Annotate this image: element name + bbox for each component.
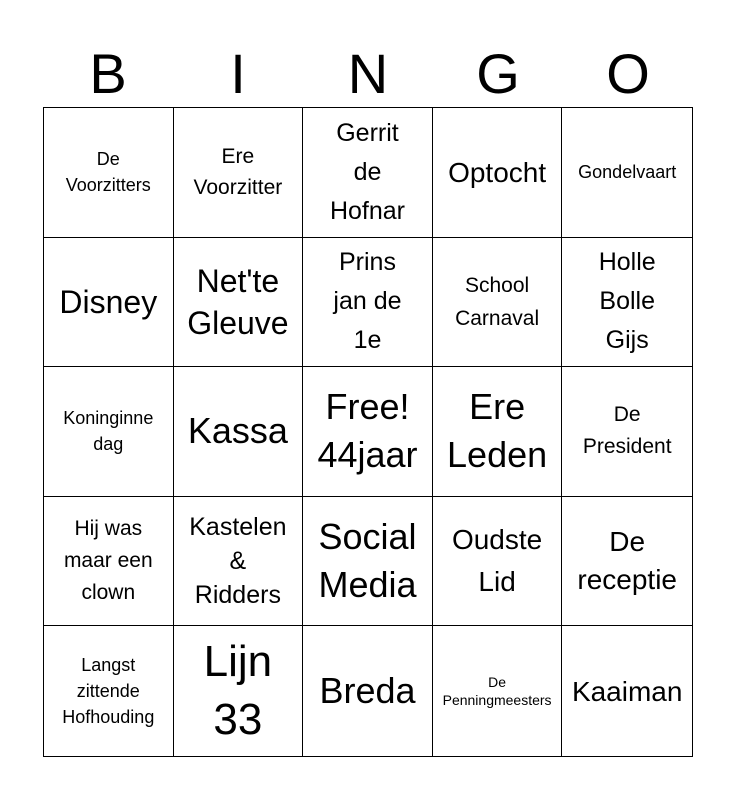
bingo-cell[interactable] xyxy=(174,108,304,238)
bingo-cell[interactable] xyxy=(174,238,304,368)
bingo-cell[interactable] xyxy=(562,626,692,756)
bingo-cell[interactable] xyxy=(303,497,433,627)
header-letter-n: N xyxy=(347,42,389,105)
bingo-cell[interactable] xyxy=(433,367,563,497)
bingo-cell[interactable] xyxy=(433,238,563,368)
header-letter-i: I xyxy=(230,42,246,105)
cell-label: Free! 44jaar xyxy=(317,386,418,476)
bingo-cell[interactable] xyxy=(433,108,563,238)
cell-label: Oudste Lid xyxy=(451,524,543,598)
cell-label: Holle Bolle Gijs xyxy=(598,248,656,355)
cell-label: Breda xyxy=(319,670,416,712)
bingo-cell[interactable] xyxy=(44,238,174,368)
cell-label: De receptie xyxy=(577,526,677,596)
bingo-cell[interactable] xyxy=(562,367,692,497)
cell-label: Prins jan de 1e xyxy=(333,248,402,355)
bingo-header xyxy=(43,40,693,108)
header-letter-g: G xyxy=(476,42,520,105)
bingo-cell[interactable] xyxy=(44,497,174,627)
cell-label: Gerrit de Hofnar xyxy=(329,118,406,225)
cell-label: Ere Voorzitter xyxy=(193,145,283,200)
cell-label: Gondelvaart xyxy=(578,162,677,183)
bingo-cell[interactable] xyxy=(44,108,174,238)
cell-label: Kassa xyxy=(187,410,288,452)
bingo-cell[interactable] xyxy=(174,626,304,756)
cell-label: Hij was maar een clown xyxy=(63,517,153,605)
bingo-board xyxy=(43,107,693,757)
header-letter-o: O xyxy=(606,42,650,105)
bingo-cell[interactable] xyxy=(174,497,304,627)
bingo-cell[interactable] xyxy=(562,108,692,238)
bingo-cell[interactable] xyxy=(44,626,174,756)
cell-label: Lijn 33 xyxy=(203,637,273,745)
bingo-cell[interactable] xyxy=(303,108,433,238)
header-letter-b: B xyxy=(89,42,127,105)
cell-label: Net'te Gleuve xyxy=(187,262,289,341)
bingo-cell[interactable] xyxy=(44,367,174,497)
cell-label: Social Media xyxy=(318,516,417,606)
bingo-cell[interactable] xyxy=(174,367,304,497)
cell-label: Kaaiman xyxy=(571,675,683,707)
bingo-cell[interactable] xyxy=(562,238,692,368)
bingo-cell[interactable] xyxy=(303,626,433,756)
cell-label: Optocht xyxy=(448,156,547,188)
bingo-cell[interactable] xyxy=(433,626,563,756)
cell-label: De Penningmeesters xyxy=(442,674,552,709)
bingo-cell[interactable] xyxy=(303,367,433,497)
bingo-cell[interactable] xyxy=(562,497,692,627)
cell-label: School Carnaval xyxy=(455,273,540,330)
bingo-cell[interactable] xyxy=(303,238,433,368)
cell-label: De Voorzitters xyxy=(65,149,151,196)
cell-label: Langst zittende Hofhouding xyxy=(62,655,155,728)
cell-label: Disney xyxy=(59,283,158,320)
bingo-cell[interactable] xyxy=(433,497,563,627)
cell-label: Kastelen & Ridders xyxy=(189,513,287,610)
cell-label: Koninginne dag xyxy=(63,408,154,455)
cell-label: Ere Leden xyxy=(447,386,548,476)
cell-label: De President xyxy=(582,403,672,459)
